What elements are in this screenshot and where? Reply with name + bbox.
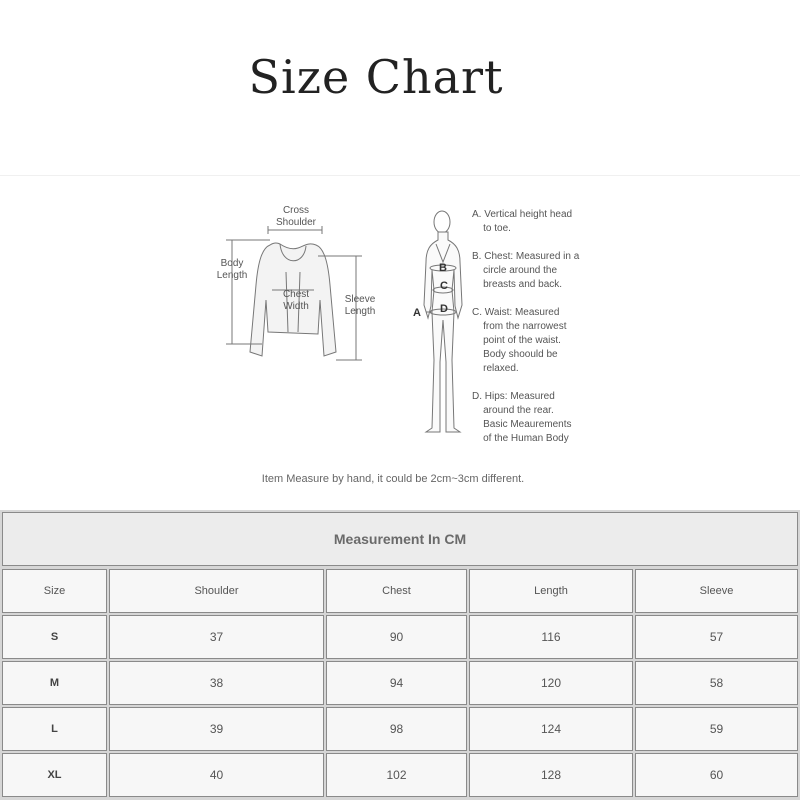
col-size: Size bbox=[2, 569, 107, 613]
table-cell: 128 bbox=[469, 753, 633, 797]
col-sleeve: Sleeve bbox=[635, 569, 798, 613]
letter-d: D bbox=[440, 303, 448, 315]
table-cell: 124 bbox=[469, 707, 633, 751]
chest-width-label: Chest Width bbox=[282, 289, 310, 312]
table-cell: 57 bbox=[635, 615, 798, 659]
letter-c: C bbox=[440, 280, 448, 292]
note-c: C. Waist: Measured from the narrowest point of the waist. Body shoould be relaxed. bbox=[472, 307, 567, 374]
letter-a: A bbox=[413, 307, 421, 319]
table-cell: 120 bbox=[469, 661, 633, 705]
figure-head bbox=[434, 211, 450, 233]
table-cell: 98 bbox=[326, 707, 467, 751]
measure-note: Item Measure by hand, it could be 2cm~3cm different. bbox=[261, 473, 525, 485]
table-cell: 94 bbox=[326, 661, 467, 705]
note-d: D. Hips: Measured around the rear. Basic Meaurements of the Human Body bbox=[472, 391, 572, 444]
table-title: Measurement In CM bbox=[2, 512, 798, 566]
page-title: Size Chart bbox=[248, 50, 504, 104]
note-a: A. Vertical height head to toe. bbox=[472, 209, 573, 234]
table-row-size: M bbox=[2, 661, 107, 705]
sleeve-length-label: Sleeve Length bbox=[344, 294, 376, 317]
table-cell: 60 bbox=[635, 753, 798, 797]
body-length-label: Body Length bbox=[216, 258, 248, 281]
table-row-size: L bbox=[2, 707, 107, 751]
table-cell: 37 bbox=[109, 615, 324, 659]
table-cell: 59 bbox=[635, 707, 798, 751]
table-cell: 39 bbox=[109, 707, 324, 751]
note-b: B. Chest: Measured in a circle around the breasts and back. bbox=[472, 251, 580, 290]
letter-b: B bbox=[439, 262, 447, 274]
table-cell: 90 bbox=[326, 615, 467, 659]
table-cell: 102 bbox=[326, 753, 467, 797]
table-cell: 58 bbox=[635, 661, 798, 705]
col-length: Length bbox=[469, 569, 633, 613]
table-row-size: XL bbox=[2, 753, 107, 797]
size-table bbox=[0, 510, 800, 800]
cross-shoulder-label: Cross Shoulder bbox=[275, 205, 317, 228]
col-chest: Chest bbox=[326, 569, 467, 613]
table-cell: 116 bbox=[469, 615, 633, 659]
col-shoulder: Shoulder bbox=[109, 569, 324, 613]
table-row-size: S bbox=[2, 615, 107, 659]
table-cell: 40 bbox=[109, 753, 324, 797]
table-cell: 38 bbox=[109, 661, 324, 705]
